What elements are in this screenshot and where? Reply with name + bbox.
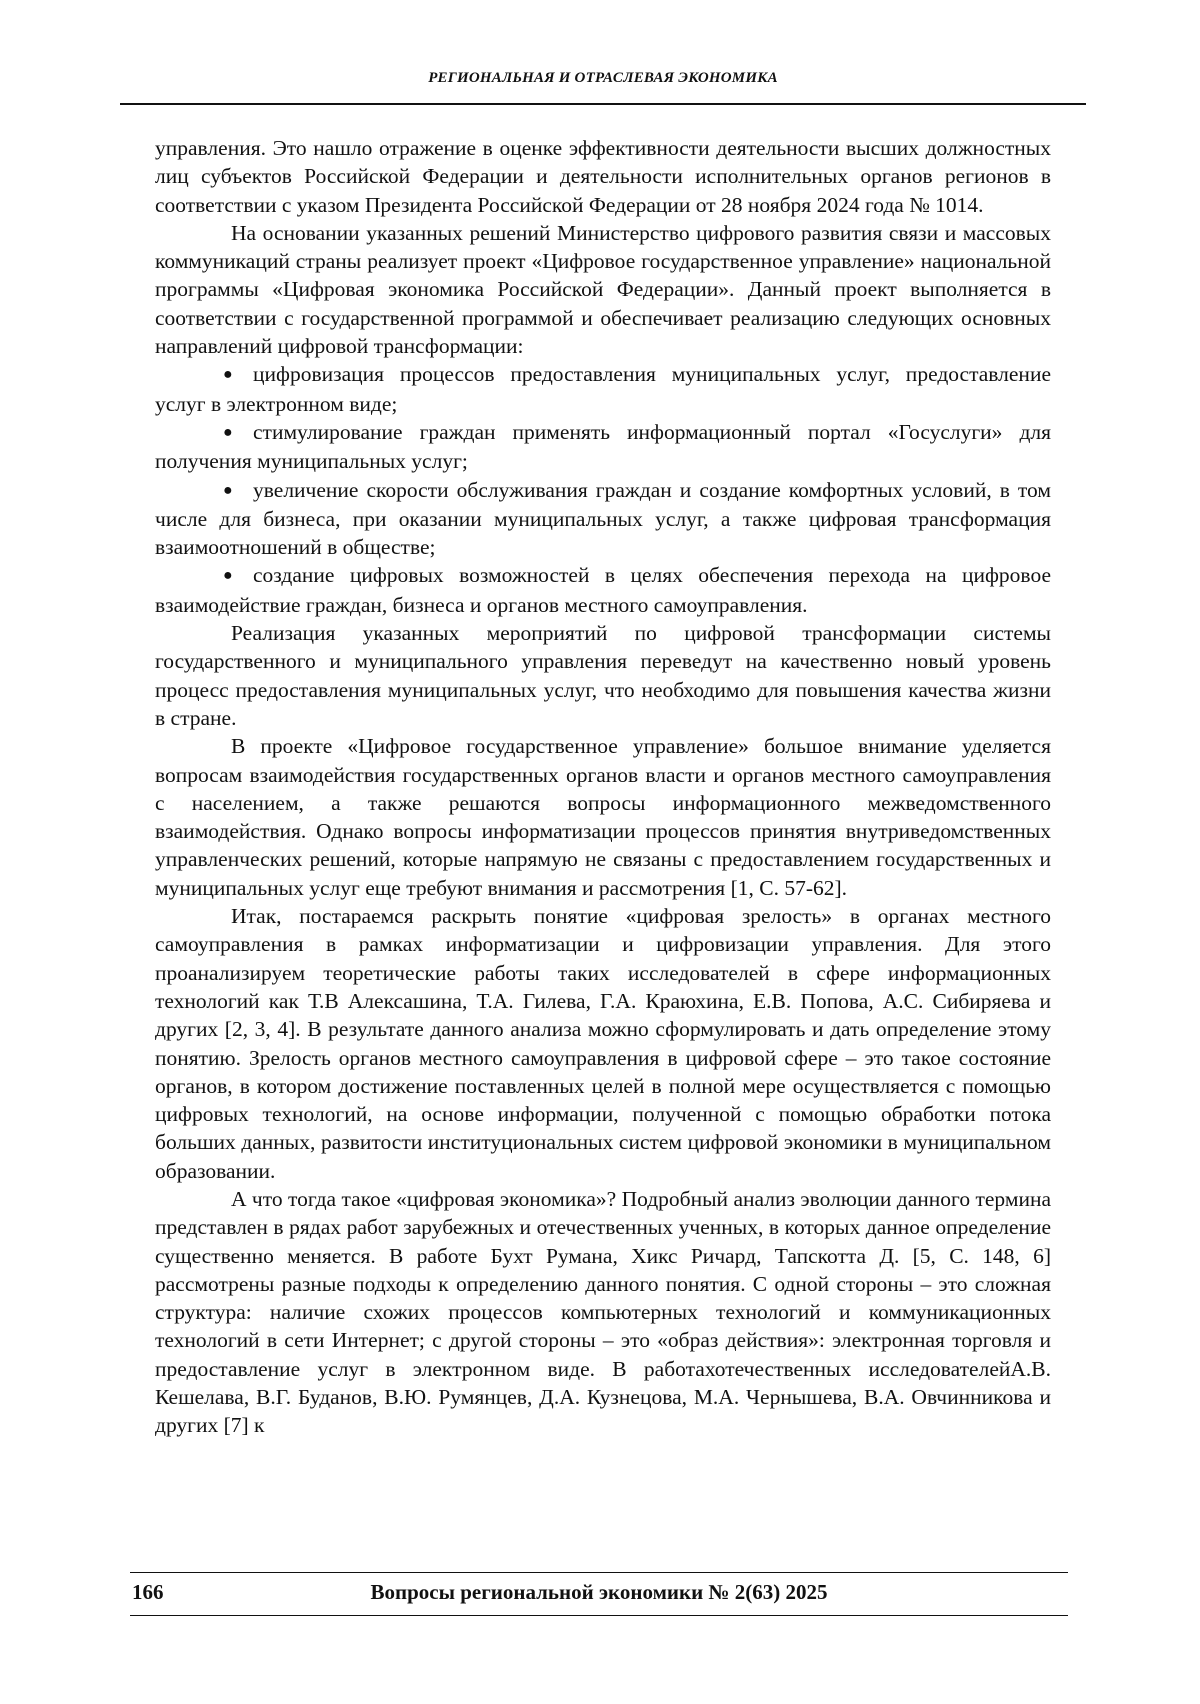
paragraph-1: управления. Это нашло отражение в оценке эффективности деятельности высших должностных лиц субъектов Российской Федерации и деятельности исполнительных органов регионов в соответствии с указом Президента Российской Федерации от 28 ноября 2024 года № 1014. [155, 136, 1051, 217]
page-number: 166 [132, 1580, 164, 1604]
bullet-icon: ● [223, 423, 233, 441]
article-body [155, 134, 1051, 1440]
paragraph-6: А что тогда такое «цифровая экономика»? Подробный анализ эволюции данного термина представлен в рядах работ зарубежных и отечественных ученных, в которых данное определение существенно меняется. В работе Бухт Румана, Хикс Ричард, Тапскотта Д. [5, С. 148, 6] рассмотрены разные подходы к определению данного понятия. С одной стороны – это сложная структура: наличие схожих процессов компьютерных технологий и коммуникационных технологий в сети Интернет; с другой стороны – это «образ действия»: электронная торговля и предоставление услуг в электронном виде. В работахотечественных исследователейА.В. Кешелава, В.Г. Буданов, В.Ю. Румянцев, Д.А. Кузнецова, М.А. Чернышева, В.А. Овчинникова и других [7] к [155, 1186, 1051, 1438]
bullet-icon: ● [223, 481, 233, 499]
list-item-text: стимулирование граждан применять информационный портал «Госуслуги» для получения муниципальных услуг; [155, 419, 1051, 474]
header-rule [120, 103, 1086, 105]
list-item-text: создание цифровых возможностей в целях обеспечения перехода на цифровое взаимодействие граждан, бизнеса и органов местного самоуправления. [155, 563, 1051, 617]
footer-rule-top [130, 1572, 1068, 1573]
journal-title: Вопросы региональной экономики № 2(63) 2025 [370, 1580, 828, 1604]
paragraph-5: Итак, постараемся раскрыть понятие «цифровая зрелость» в органах местного самоуправления в рамках информатизации и цифровизации управления. Для этого проанализируем теоретические работы таких исследователей в сфере информационных технологий как Т.В Алексашина, Т.А. Гилева, Г.А. Краюхина, Е.В. Попова, А.С. Сибиряева и других [2, 3, 4]. В результате данного анализа можно сформулировать и дать определение этому понятию. Зрелость органов местного самоуправления в цифровой сфере – это такое состояние органов, в котором достижение поставленных целей в полной мере осуществляется с помощью цифровых технологий, на основе информации, полученной с помощью обработки потока больших данных, развитости институциональных систем цифровой экономики в муниципальном образовании. [155, 904, 1051, 1183]
footer-rule-bottom [130, 1615, 1068, 1616]
list-item [155, 418, 1051, 476]
bullet-list [155, 360, 1051, 619]
bullet-icon: ● [223, 366, 233, 384]
paragraph-3: Реализация указанных мероприятий по цифровой трансформации системы государственного и муниципального управления переведут на качественно новый уровень процесс предоставления муниципальных услуг, что необходимо для повышения качества жизни в стране. [155, 621, 1051, 730]
list-item-text: цифровизация процессов предоставления муниципальных услуг, предоставление услуг в электронном виде; [155, 362, 1051, 416]
bullet-icon: ● [223, 567, 233, 585]
running-head: РЕГИОНАЛЬНАЯ И ОТРАСЛЕВАЯ ЭКОНОМИКА [428, 70, 778, 86]
paragraph-4: В проекте «Цифровое государственное управление» большое внимание уделяется вопросам взаимодействия государственных органов власти и органов местного самоуправления с населением, а также решаются вопросы информационного межведомственного взаимодействия. Однако вопросы информатизации процессов принятия внутриведомственных управленческих решений, которые напрямую не связаны с предоставлением государственных и муниципальных услуг еще требуют внимания и рассмотрения [1, С. 57-62]. [155, 734, 1051, 900]
list-item [155, 561, 1051, 619]
list-item [155, 360, 1051, 418]
list-item [155, 476, 1051, 562]
paragraph-2: На основании указанных решений Министерство цифрового развития связи и массовых коммуникаций страны реализует проект «Цифровое государственное управление» национальной программы «Цифровая экономика Российской Федерации». Данный проект выполняется в соответствии с государственной программой и обеспечивает реализацию следующих основных направлений цифровой трансформации: [155, 220, 1051, 359]
list-item-text: увеличение скорости обслуживания граждан и создание комфортных условий, в том числе для бизнеса, при оказании муниципальных услуг, а также цифровая трансформация взаимоотношений в обществе; [155, 477, 1051, 560]
